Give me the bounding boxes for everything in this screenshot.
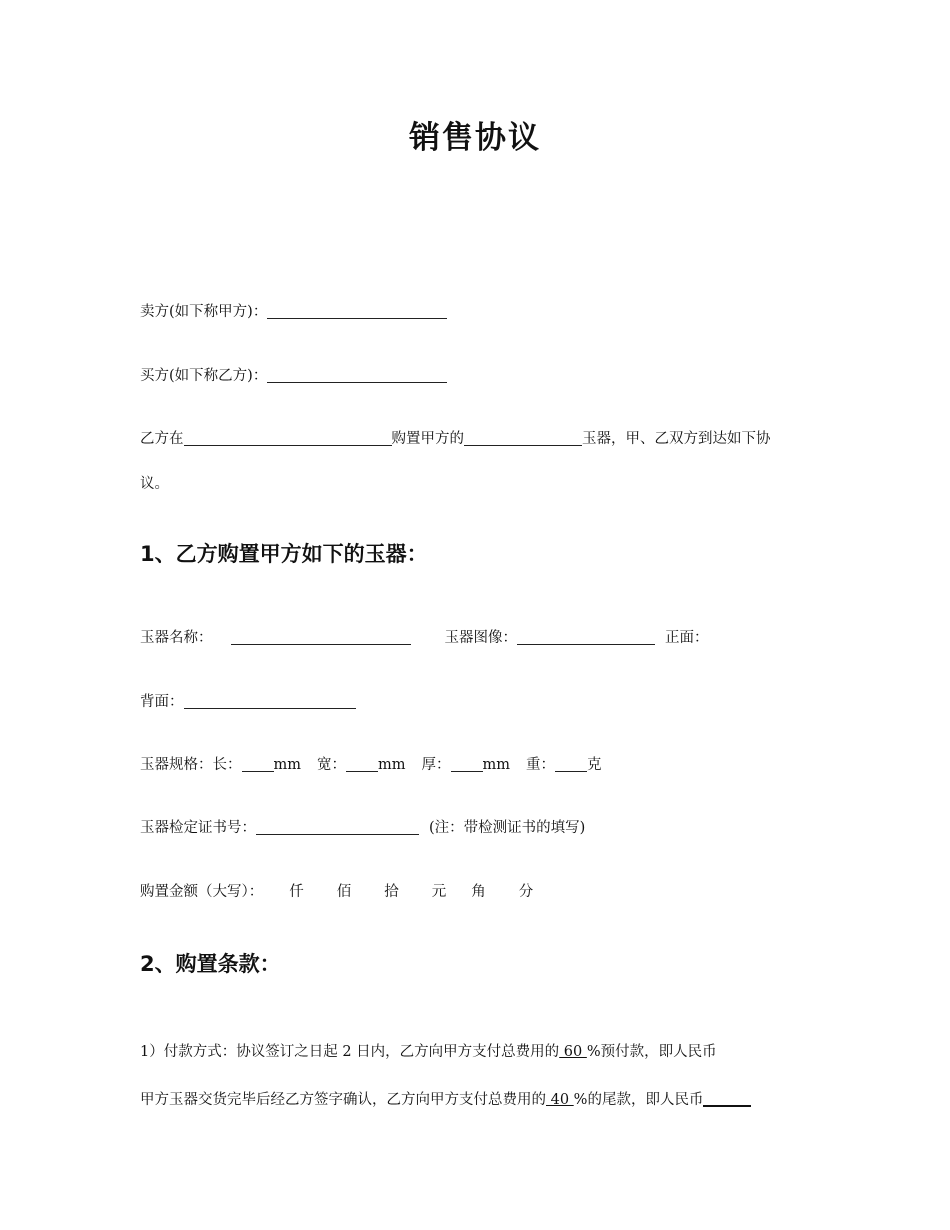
clause2-amount-blank[interactable] (703, 1091, 751, 1107)
clause2-text-1: 甲方玉器交货完毕后经乙方签字确认，乙方向甲方支付总费用的 (140, 1092, 546, 1108)
section1-heading: 1、乙方购置甲方如下的玉器： (140, 542, 428, 566)
intro-text-2: 购置甲方的 (391, 431, 464, 447)
jade-image-blank[interactable] (517, 630, 655, 645)
clause1-percent[interactable]: 60 (559, 1044, 587, 1060)
length-label: 长： (212, 757, 242, 773)
intro-text-3: 玉器，甲、乙双方到达如下协 (582, 431, 771, 447)
weight-unit: 克 (587, 757, 602, 773)
clause1-text-2: %预付款，即人民币 (586, 1044, 717, 1060)
buyer-row (140, 366, 447, 386)
seller-blank[interactable] (267, 304, 447, 319)
amount-row (140, 882, 533, 902)
spec-row (140, 755, 602, 775)
back-label: 背面： (140, 694, 184, 710)
intro-place-blank[interactable] (184, 431, 392, 446)
jade-image-label: 玉器图像： (444, 630, 517, 646)
back-blank[interactable] (184, 694, 356, 709)
amount-unit-yuan: 元 (431, 884, 447, 900)
buyer-label: 买方(如下称乙方)： (140, 368, 268, 384)
amount-unit-fen: 分 (518, 884, 534, 900)
back-row (140, 692, 356, 712)
jade-name-label: 玉器名称： (140, 630, 213, 646)
jade-name-row (140, 628, 709, 648)
cert-row (140, 818, 585, 838)
front-label: 正面： (665, 630, 709, 646)
thickness-unit: mm (482, 757, 510, 773)
weight-blank[interactable] (555, 757, 587, 772)
intro-text-4: 议。 (140, 476, 169, 492)
page-title: 销售协议 (409, 120, 541, 156)
section2-heading: 2、购置条款： (140, 952, 281, 976)
clause2-text-2: %的尾款，即人民币 (573, 1092, 704, 1108)
buyer-blank[interactable] (267, 368, 447, 383)
intro-line-1 (140, 429, 771, 449)
cert-blank[interactable] (256, 820, 419, 835)
spec-label: 玉器规格： (140, 757, 213, 773)
length-blank[interactable] (242, 757, 274, 772)
weight-label: 重： (526, 757, 555, 773)
jade-name-blank[interactable] (231, 630, 411, 645)
thickness-blank[interactable] (451, 757, 483, 772)
seller-label: 卖方(如下称甲方)： (140, 304, 268, 320)
cert-label: 玉器检定证书号： (140, 820, 256, 836)
amount-unit-bai: 佰 (336, 884, 352, 900)
length-unit: mm (273, 757, 301, 773)
clause2-row (140, 1090, 751, 1110)
seller-row (140, 302, 447, 322)
width-label: 宽： (317, 757, 346, 773)
intro-item-blank[interactable] (464, 431, 582, 446)
amount-unit-jiao: 角 (471, 884, 486, 900)
clause1-text-1: 1）付款方式：协议签订之日起 2 日内，乙方向甲方支付总费用的 (140, 1044, 560, 1060)
cert-note: (注：带检测证书的填写) (429, 820, 586, 836)
thickness-label: 厚： (421, 757, 451, 773)
clause1-row (140, 1042, 717, 1062)
width-blank[interactable] (346, 757, 378, 772)
amount-unit-qian: 仟 (289, 884, 304, 900)
width-unit: mm (378, 757, 406, 773)
intro-text-1: 乙方在 (140, 431, 184, 447)
amount-label: 购置金额（大写）： (140, 884, 264, 900)
clause2-percent[interactable]: 40 (546, 1092, 574, 1108)
amount-unit-shi: 拾 (384, 884, 399, 900)
